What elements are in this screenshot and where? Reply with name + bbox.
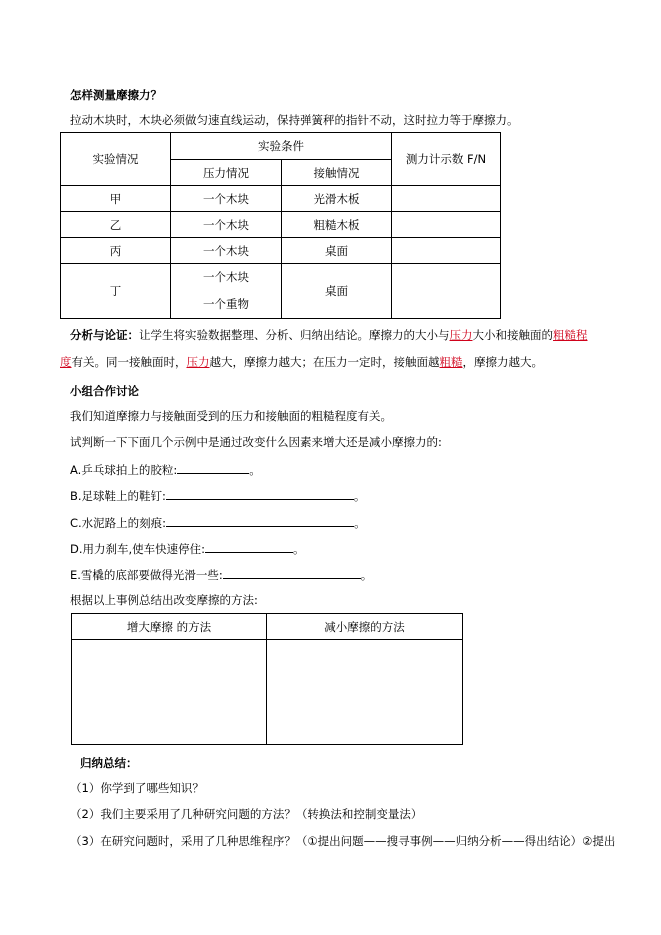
example-text: D.用力刹车,使车快速停住:: [70, 542, 206, 556]
header-increase: 增大摩擦 的方法: [72, 614, 267, 640]
question-1: （1）你学到了哪些知识？: [70, 781, 204, 795]
period: 。: [249, 463, 261, 477]
highlight: 压力: [186, 355, 210, 369]
row-reading[interactable]: [392, 212, 501, 238]
row-reading[interactable]: [392, 186, 501, 212]
analysis-text: ，摩擦力越大。: [462, 355, 543, 369]
row-pressure: 一个木块: [171, 238, 282, 264]
row-label: 乙: [61, 212, 171, 238]
row-pressure: 一个木块: [171, 186, 282, 212]
intro-text: 拉动木块时，木块必须做匀速直线运动，保持弹簧秤的指针不动，这时拉力等于摩擦力。: [70, 113, 519, 127]
row-contact: 光滑木板: [282, 186, 392, 212]
example-text: E.雪橇的底部要做得光滑一些:: [70, 568, 223, 582]
period: 。: [293, 542, 305, 556]
header-conditions: 实验条件: [171, 133, 392, 160]
header-reading: 测力计示数 F/N: [392, 133, 501, 186]
row-pressure: 一个木块: [171, 212, 282, 238]
decrease-answer-cell[interactable]: [267, 640, 463, 745]
group-heading: 小组合作讨论: [70, 384, 139, 398]
example-text: C.水泥路上的刻痕:: [70, 516, 167, 530]
example-item: [70, 514, 366, 531]
table-row: [61, 212, 501, 238]
highlight: 粗糙程: [553, 328, 588, 342]
period: 。: [353, 489, 366, 503]
analysis-line-2: [60, 354, 543, 370]
summary-prompt: 根据以上事例总结出改变摩擦的方法:: [70, 593, 258, 607]
example-item: [70, 566, 372, 583]
row-contact: 桌面: [282, 264, 392, 319]
row-pressure: [171, 264, 282, 319]
row-reading[interactable]: [392, 238, 501, 264]
row-reading[interactable]: [392, 264, 501, 319]
analysis-text: 大小和接触面的: [472, 328, 553, 342]
increase-answer-cell[interactable]: [72, 640, 267, 745]
experiment-table: [60, 132, 501, 319]
row-label: 丙: [61, 238, 171, 264]
analysis-text: 越大，摩擦力越大；在压力一定时，接触面越: [209, 355, 440, 369]
answer-blank[interactable]: [177, 461, 249, 474]
analysis-label: 分析与论证：: [70, 328, 139, 342]
example-text: B.足球鞋上的鞋钉:: [70, 489, 166, 503]
header-situation: 实验情况: [61, 133, 171, 186]
answer-blank[interactable]: [205, 540, 293, 553]
analysis-text: 有关。同一接触面时，: [71, 355, 187, 369]
group-line-2: 试判断一下下面几个示例中是通过改变什么因素来增大还是减小摩擦力的:: [70, 435, 442, 449]
row-contact: 桌面: [282, 238, 392, 264]
highlight: 度: [60, 355, 72, 369]
analysis-line-1: [70, 327, 588, 343]
table-row: [61, 238, 501, 264]
answer-blank[interactable]: [223, 566, 361, 579]
example-item: [70, 540, 305, 557]
table-row: [61, 186, 501, 212]
answer-blank[interactable]: [166, 514, 354, 527]
header-decrease: 减小摩擦的方法: [267, 614, 463, 640]
pressure-line: 一个木块: [203, 270, 249, 284]
header-contact: 接触情况: [282, 160, 392, 186]
row-contact: 粗糙木板: [282, 212, 392, 238]
example-item: [70, 461, 261, 478]
pressure-line: 一个重物: [203, 297, 249, 311]
header-pressure: 压力情况: [171, 160, 282, 186]
method-table: [71, 613, 463, 745]
example-text: A.乒乓球拍上的胶粒:: [70, 463, 178, 477]
period: 。: [360, 568, 373, 582]
conclusion-heading: 归纳总结：: [80, 756, 138, 770]
section-heading: 怎样测量摩擦力？: [70, 88, 162, 102]
answer-blank[interactable]: [166, 487, 354, 500]
row-label: 甲: [61, 186, 171, 212]
question-2: （2）我们主要采用了几种研究问题的方法？（转换法和控制变量法）: [70, 807, 423, 821]
highlight: 压力: [449, 328, 473, 342]
row-label: 丁: [61, 264, 171, 319]
period: 。: [354, 516, 366, 530]
group-line-1: 我们知道摩擦力与接触面受到的压力和接触面的粗糙程度有关。: [70, 409, 392, 423]
table-row: [61, 264, 501, 319]
highlight: 粗糙: [439, 355, 463, 369]
example-item: [70, 487, 365, 504]
analysis-text: 让学生将实验数据整理、分析、归纳出结论。摩擦力的大小与: [139, 328, 450, 342]
question-3: （3）在研究问题时，采用了几种思维程序？（①提出问题——搜寻事例——归纳分析——得出结论）②提出: [70, 834, 616, 848]
